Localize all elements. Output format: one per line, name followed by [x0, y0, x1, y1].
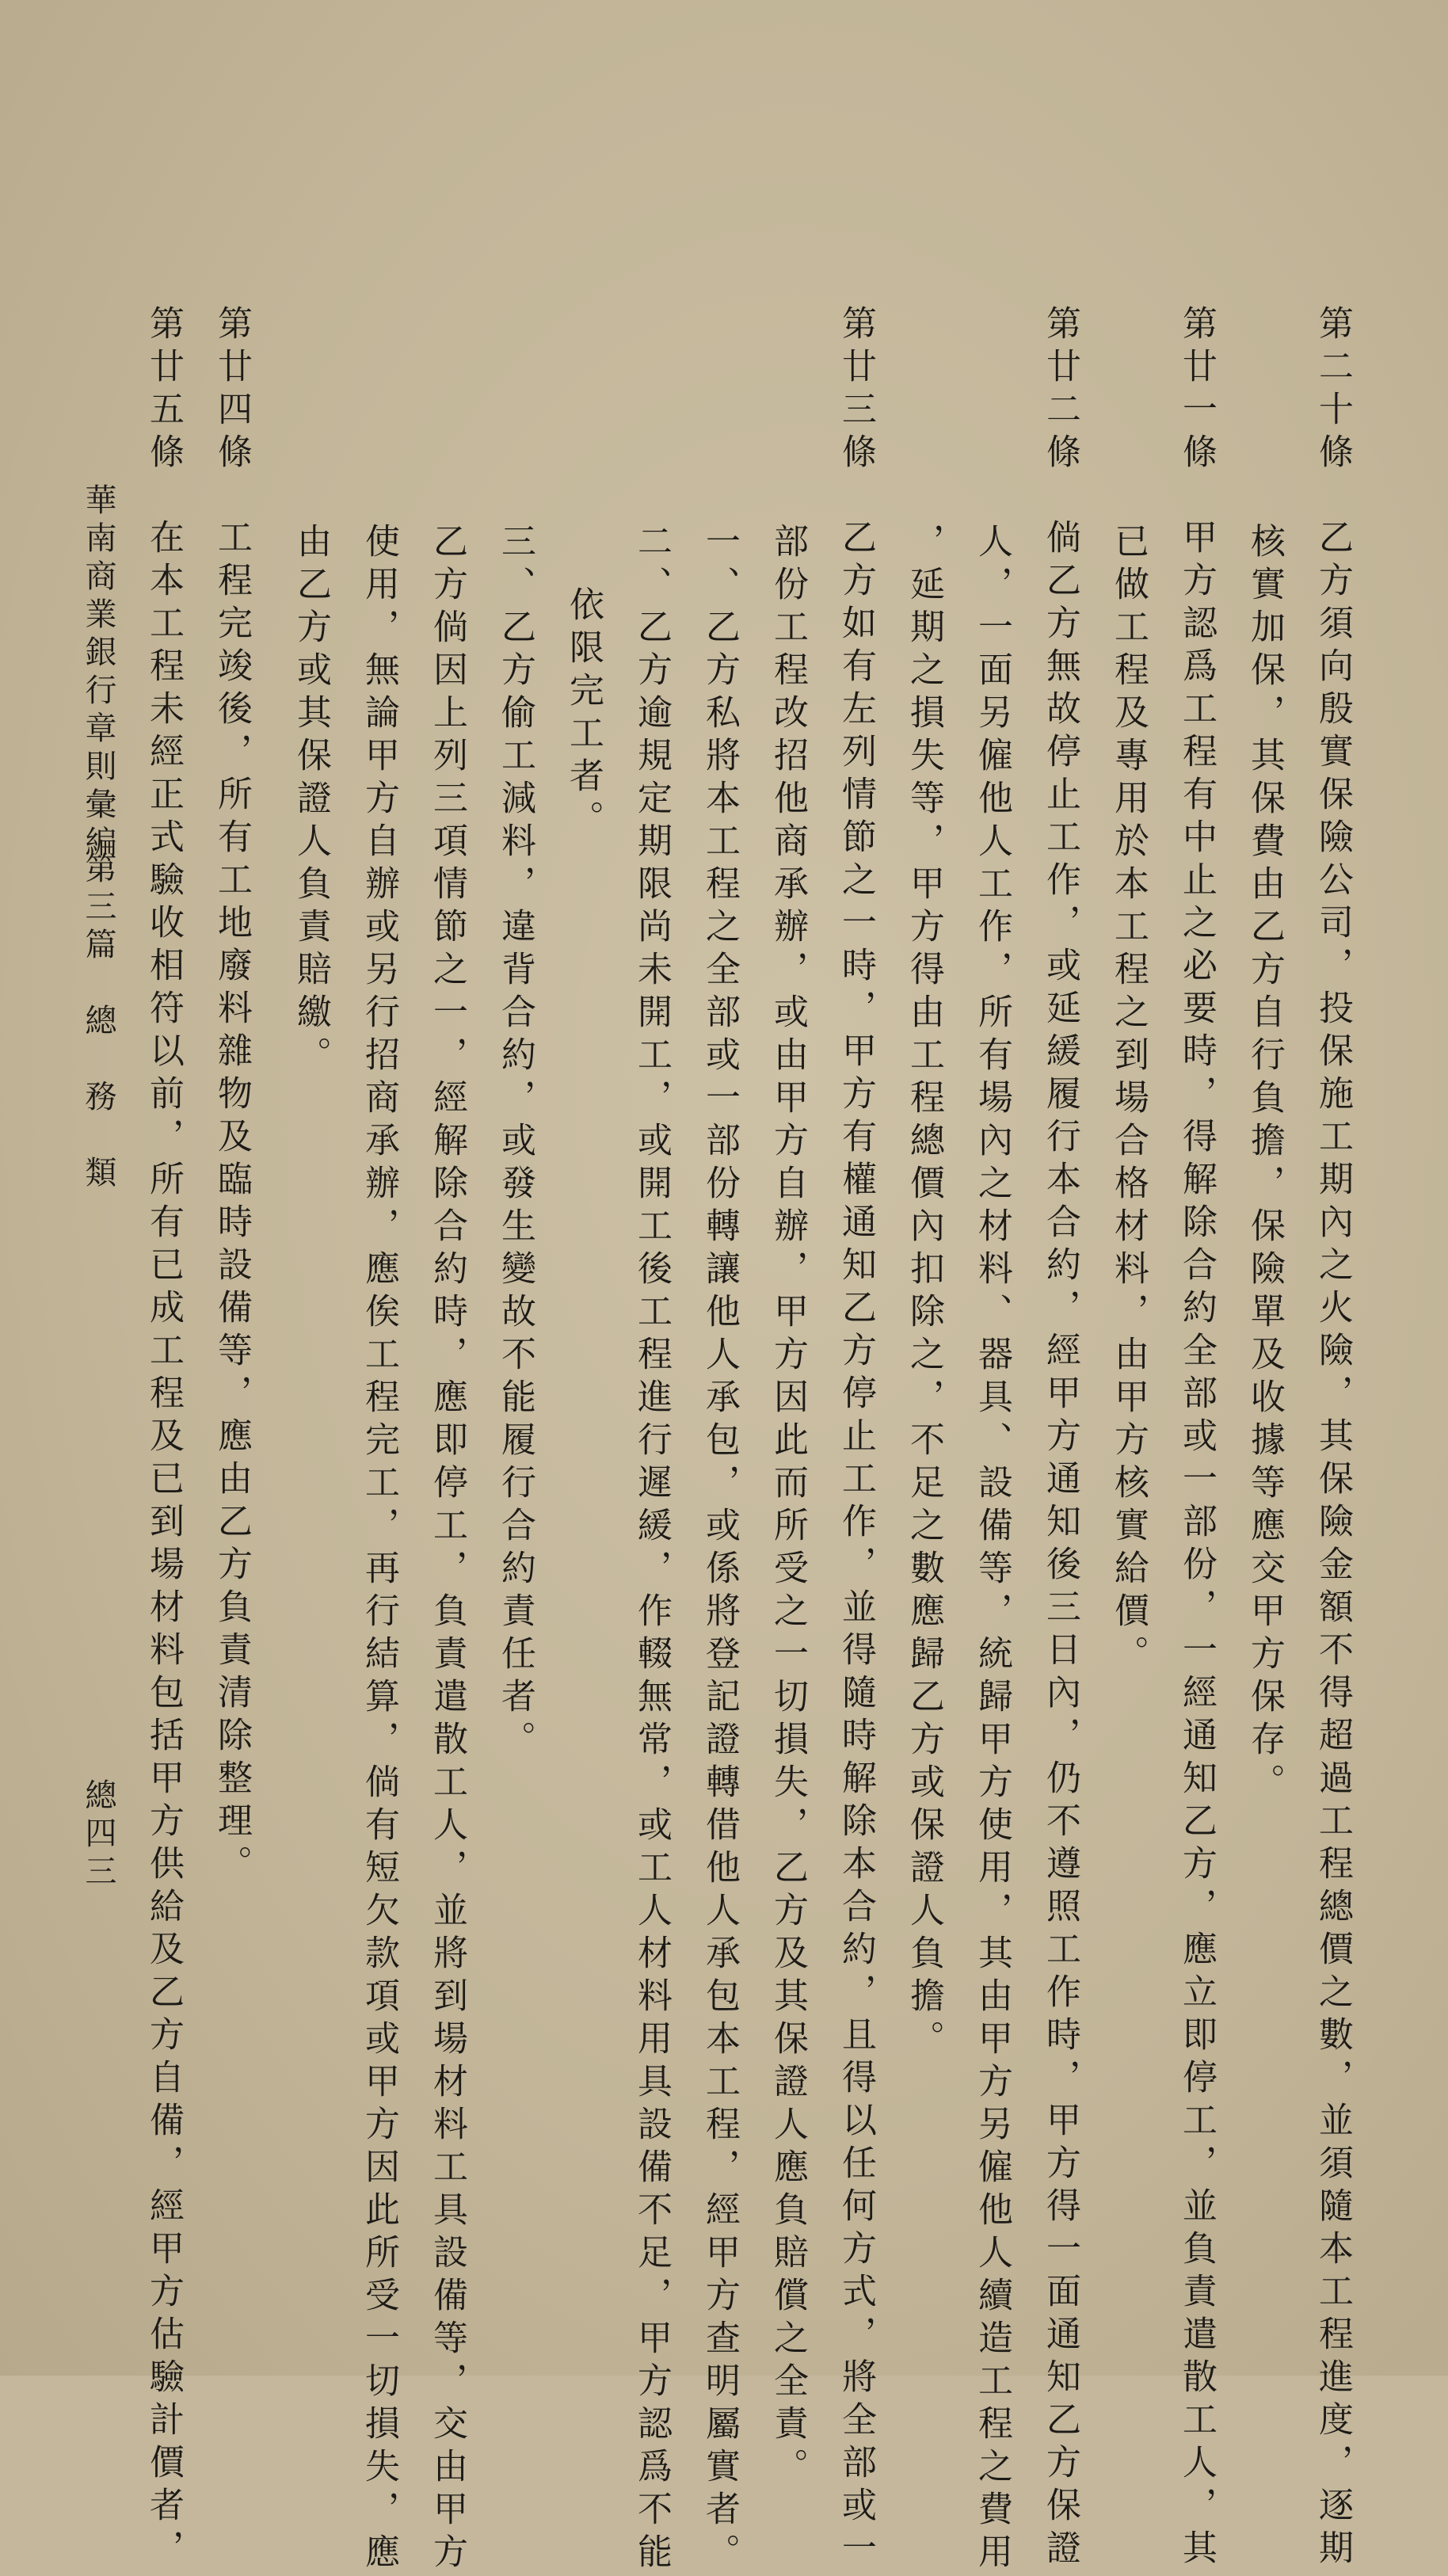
- article-21-line-1: 第廿一條 甲方認爲工程有中止之必要時，得解除合約全部或一部份，一經通知乙方，應立即停工，並負責遣散工人，其: [1176, 305, 1217, 2572]
- article-23-item-2-cont: 依限完工者。: [563, 586, 604, 843]
- article-22-line-2: 人，一面另僱他人工作，所有場內之材料、器具、設備等，統歸甲方使用，其由甲方另僱他人續造工程之費用: [972, 523, 1012, 2576]
- article-22-line-3: ，延期之損失等，甲方得由工程總價內扣除之，不足之數應歸乙方或保證人負擔。: [904, 523, 944, 2063]
- article-20-line-2: 核實加保，其保費由乙方自行負擔，保險單及收據等應交甲方保存。: [1244, 523, 1285, 1806]
- article-23-item-3: 三、乙方偷工減料，違背合約，或發生變故不能履行合約責任者。: [495, 523, 535, 1763]
- article-24-line-1: 第廿四條 工程完竣後，所有工地廢料雜物及臨時設備等，應由乙方負責清除整理。: [211, 305, 252, 1888]
- article-23-line-5: 由乙方或其保證人負責賠繳。: [291, 523, 331, 1079]
- article-23-line-1: 第廿三條 乙方如有左列情節之一時，甲方有權通知乙方停止工作，並得隨時解除本合約，且得以任何方式，將全部或一: [836, 305, 876, 2572]
- footer-book-title: 華南商業銀行章則彙編: [80, 483, 116, 863]
- article-23-item-1: 一、乙方私將本工程之全部或一部份轉讓他人承包，或係將登記證轉借他人承包本工程，經甲方查明屬實者。: [699, 523, 740, 2576]
- footer-page-number: 總四三: [80, 1778, 116, 1892]
- article-23-line-3: 乙方倘因上列三項情節之一，經解除合約時，應即停工，負責遣散工人，並將到場材料工具設備等，交由甲方: [427, 523, 467, 2576]
- article-25-line-1: 第廿五條 在本工程未經正式驗收相符以前，所有已成工程及已到場材料包括甲方供給及乙方自備，經甲方估驗計價者，: [143, 305, 184, 2572]
- article-21-line-2: 已做工程及專用於本工程之到場合格材料，由甲方核實給價。: [1108, 523, 1149, 1678]
- article-22-line-1: 第廿二條 倘乙方無故停止工作，或延緩履行本合約，經甲方通知後三日內，仍不遵照工作時，甲方得一面通知乙方保證: [1040, 305, 1080, 2572]
- article-23-line-4: 使用，無論甲方自辦或另行招商承辦，應俟工程完工，再行結算，倘有短欠款項或甲方因此所受一切損失，應: [359, 523, 399, 2576]
- article-23-line-2: 部份工程改招他商承辦，或由甲方自辦，甲方因此而所受之一切損失，乙方及其保證人應負賠償之全責。: [768, 523, 808, 2490]
- article-23-item-2: 二、乙方逾規定期限尚未開工，或開工後工程進行遲緩，作輟無常，或工人材料用具設備不足，甲方認爲不能: [631, 523, 672, 2576]
- article-20-line-1: 第二十條 乙方須向殷實保險公司，投保施工期內之火險，其保險金額不得超過工程總價之數，並須隨本工程進度，逐期: [1313, 305, 1353, 2572]
- footer-section: 第三篇 總 務 類: [80, 852, 116, 1194]
